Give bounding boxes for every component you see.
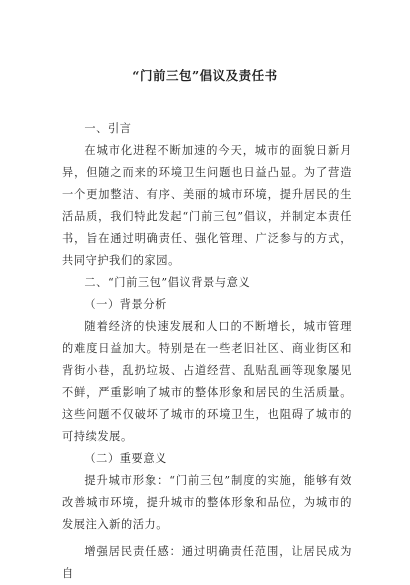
section-heading-introduction: 一、引言 — [84, 122, 132, 135]
section-heading-background: 二、“门前三包”倡议背景与意义 — [84, 276, 251, 289]
paragraph: 提升城市形象：“门前三包”制度的实施，能够有效改善城市环境，提升城市的整体形象和品位，为城市的发展注入新的活力。 — [62, 474, 352, 531]
document-body — [62, 118, 352, 585]
subsection-heading-background-analysis: （一）背景分析 — [84, 298, 167, 311]
paragraph: 在城市化进程不断加速的今天，城市的面貌日新月异，但随之而来的环境卫生问题也日益凸显。为了营造一个更加整洁、有序、美丽的城市环境，提升居民的生活品质，我们特此发起“门前三包”倡议，并制定本责任书，旨在通过明确责任、强化管理、广泛参与的方式，共同守护我们的家园。 — [62, 144, 352, 267]
subsection-heading-significance: （二）重要意义 — [84, 452, 167, 465]
paragraph: 增强居民责任感：通过明确责任范围，让居民成为自 — [62, 545, 352, 580]
paragraph: 随着经济的快速发展和人口的不断增长，城市管理的难度日益加大。特别是在一些老旧社区、商业街区和背街小巷，乱扔垃圾、占道经营、乱贴乱画等现象屡见不鲜，严重影响了城市的整体形象和居民的生活质量。这些问题不仅破坏了城市的环境卫生，也阻碍了城市的可持续发展。 — [62, 320, 352, 443]
document-title: “门前三包”倡议及责任书 — [132, 68, 278, 83]
